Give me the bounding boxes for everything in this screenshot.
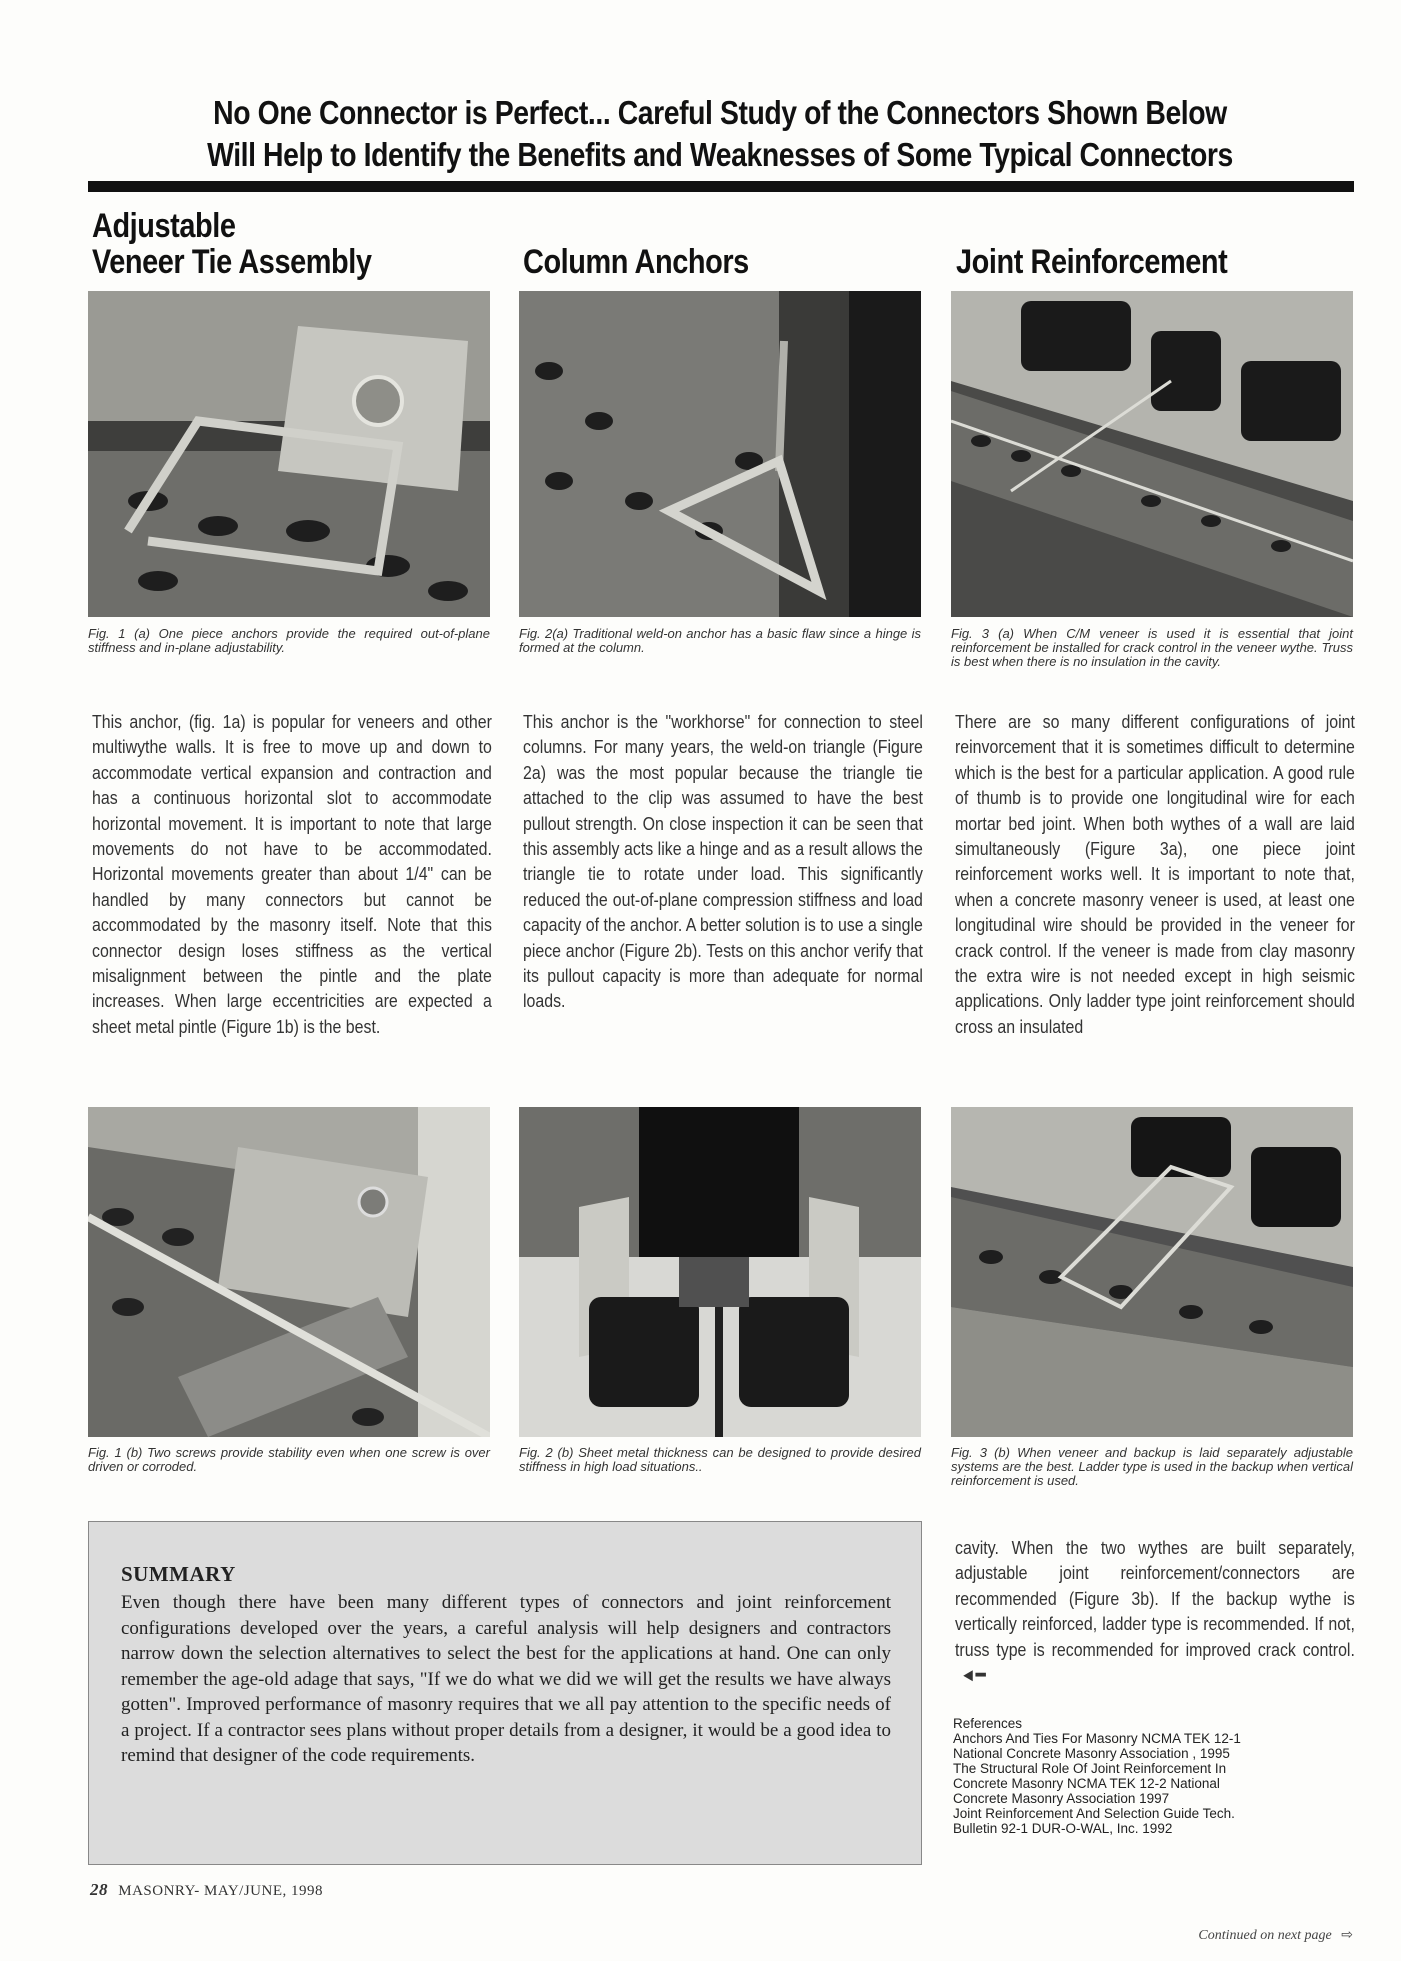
summary-box bbox=[88, 1521, 922, 1865]
headline-line-2: Will Help to Identify the Benefits and Weaknesses of Some Typical Connectors bbox=[207, 136, 1233, 173]
caption-fig-3a: Fig. 3 (a) When C/M veneer is used it is essential that joint reinforcement be installed for crack control in the veneer wythe. Truss is best when there is no insulation in the cavity. bbox=[951, 626, 1353, 669]
references-title: References bbox=[953, 1716, 1023, 1731]
page-footer bbox=[90, 1880, 323, 1900]
reference-line: National Concrete Masonry Association , 1995 bbox=[953, 1746, 1230, 1761]
arrow-right-icon: ⇨ bbox=[1341, 1928, 1353, 1943]
photo-fig-2a bbox=[519, 291, 921, 617]
column-2-title: Column Anchors bbox=[523, 243, 749, 281]
page-number: 28 bbox=[90, 1880, 108, 1899]
photo-fig-1b bbox=[88, 1107, 490, 1437]
caption-fig-1a: Fig. 1 (a) One piece anchors provide the required out-of-plane stiffness and in-plane adjustability. bbox=[88, 626, 490, 655]
caption-fig-1b: Fig. 1 (b) Two screws provide stability even when one screw is over driven or corroded. bbox=[88, 1445, 490, 1474]
photo-fig-3a bbox=[951, 291, 1353, 617]
reference-line: Anchors And Ties For Masonry NCMA TEK 12-1 bbox=[953, 1731, 1241, 1746]
summary-title: SUMMARY bbox=[121, 1562, 236, 1586]
column-2-body: This anchor is the "workhorse" for connection to steel columns. For many years, the weld-on triangle (Figure 2a) was the most popular because the triangle tie attached to the clip was assumed to have the best pullout strength. On close inspection it can be seen that this assembly acts like a hinge and as a result allows the triangle tie to rotate under load. This significantly reduced the out-of-plane compression stiffness and load capacity of the anchor. A better solution is to use a single piece anchor (Figure 2b). Tests on this anchor verify that its pullout capacity is more than adequate for normal loads. bbox=[523, 711, 923, 1012]
column-1-title bbox=[92, 208, 371, 280]
publication-name: MASONRY- MAY/JUNE, 1998 bbox=[118, 1883, 323, 1899]
column-3-body: There are so many different configurations of joint reinvorcement that it is sometimes difficult to determine which is the best for a particular application. A good rule of thumb is to provide one longitudinal wire for each mortar bed joint. When both wythes of a wall are laid simultaneously (Figure 3a), one piece joint reinforcement works well. It is important to note that, when a concrete masonry veneer is used, at least one longitudinal wire should be provided in the veneer for crack control. If the veneer is made from clay masonry the extra wire is not needed except in high seismic applications. Only ladder type joint reinforcement should cross an insulated bbox=[955, 711, 1355, 1037]
column-3-title: Joint Reinforcement bbox=[956, 243, 1228, 281]
column-3-continued-text: cavity. When the two wythes are built separately, adjustable joint reinforcement/connectors are recommended (Figure 3b). If the backup wythe is vertically reinforced, ladder type is recommended. If not, truss type is recommended for improved crack control. bbox=[955, 1537, 1355, 1660]
references bbox=[953, 1716, 1353, 1836]
end-mark-icon: ◄━ bbox=[960, 1664, 986, 1686]
reference-line: Bulletin 92-1 DUR-O-WAL, Inc. 1992 bbox=[953, 1821, 1173, 1836]
headline-rule bbox=[88, 181, 1354, 192]
summary-text: Even though there have been many different types of connectors and joint reinforcement configurations developed over the years, a careful analysis will help designers and contractors narrow down the selection alternatives to select the best for the applications at hand. One can only remember the age-old adage that says, "If we do what we did we will get the results we have always gotten". Improved performance of masonry requires that we all pay attention to the specific needs of a project. If a contractor sees plans without proper details from a designer, it would be a good idea to remind that designer of the code requirements. bbox=[121, 1592, 891, 1766]
continued-text: Continued on next page bbox=[1198, 1928, 1332, 1943]
page-headline bbox=[178, 92, 1262, 176]
reference-line: Concrete Masonry Association 1997 bbox=[953, 1791, 1170, 1806]
reference-line: The Structural Role Of Joint Reinforcement In bbox=[953, 1761, 1227, 1776]
column-3-body-continued bbox=[955, 1535, 1355, 1687]
photo-fig-3b bbox=[951, 1107, 1353, 1437]
caption-fig-3b: Fig. 3 (b) When veneer and backup is laid separately adjustable systems are the best. Ladder type is used in the backup when vertical reinforcement is used. bbox=[951, 1445, 1353, 1488]
photo-fig-2b bbox=[519, 1107, 921, 1437]
reference-line: Joint Reinforcement And Selection Guide Tech. bbox=[953, 1806, 1235, 1821]
continued-note bbox=[1198, 1927, 1353, 1944]
photo-fig-1a bbox=[88, 291, 490, 617]
caption-fig-2b: Fig. 2 (b) Sheet metal thickness can be designed to provide desired stiffness in high load situations.. bbox=[519, 1445, 921, 1474]
headline-line-1: No One Connector is Perfect... Careful Study of the Connectors Shown Below bbox=[213, 94, 1227, 131]
reference-line: Concrete Masonry NCMA TEK 12-2 National bbox=[953, 1776, 1220, 1791]
column-1-body: This anchor, (fig. 1a) is popular for veneers and other multiwythe walls. It is free to move up and down to accommodate vertical expansion and contraction and has a continuous horizontal slot to accommodate horizontal movement. It is important to note that large movements do not have to be accommodated. Horizontal movements greater than about 1/4" can be handled by many connectors but cannot be accommodated by the masonry itself. Note that this connector design loses stiffness as the vertical misalignment between the pintle and the plate increases. When large eccentricities are expected a sheet metal pintle (Figure 1b) is the best. bbox=[92, 711, 492, 1037]
column-1-title-line-1: Adjustable bbox=[92, 207, 236, 245]
column-1-title-line-2: Veneer Tie Assembly bbox=[92, 243, 372, 281]
caption-fig-2a: Fig. 2(a) Traditional weld-on anchor has a basic flaw since a hinge is formed at the column. bbox=[519, 626, 921, 655]
